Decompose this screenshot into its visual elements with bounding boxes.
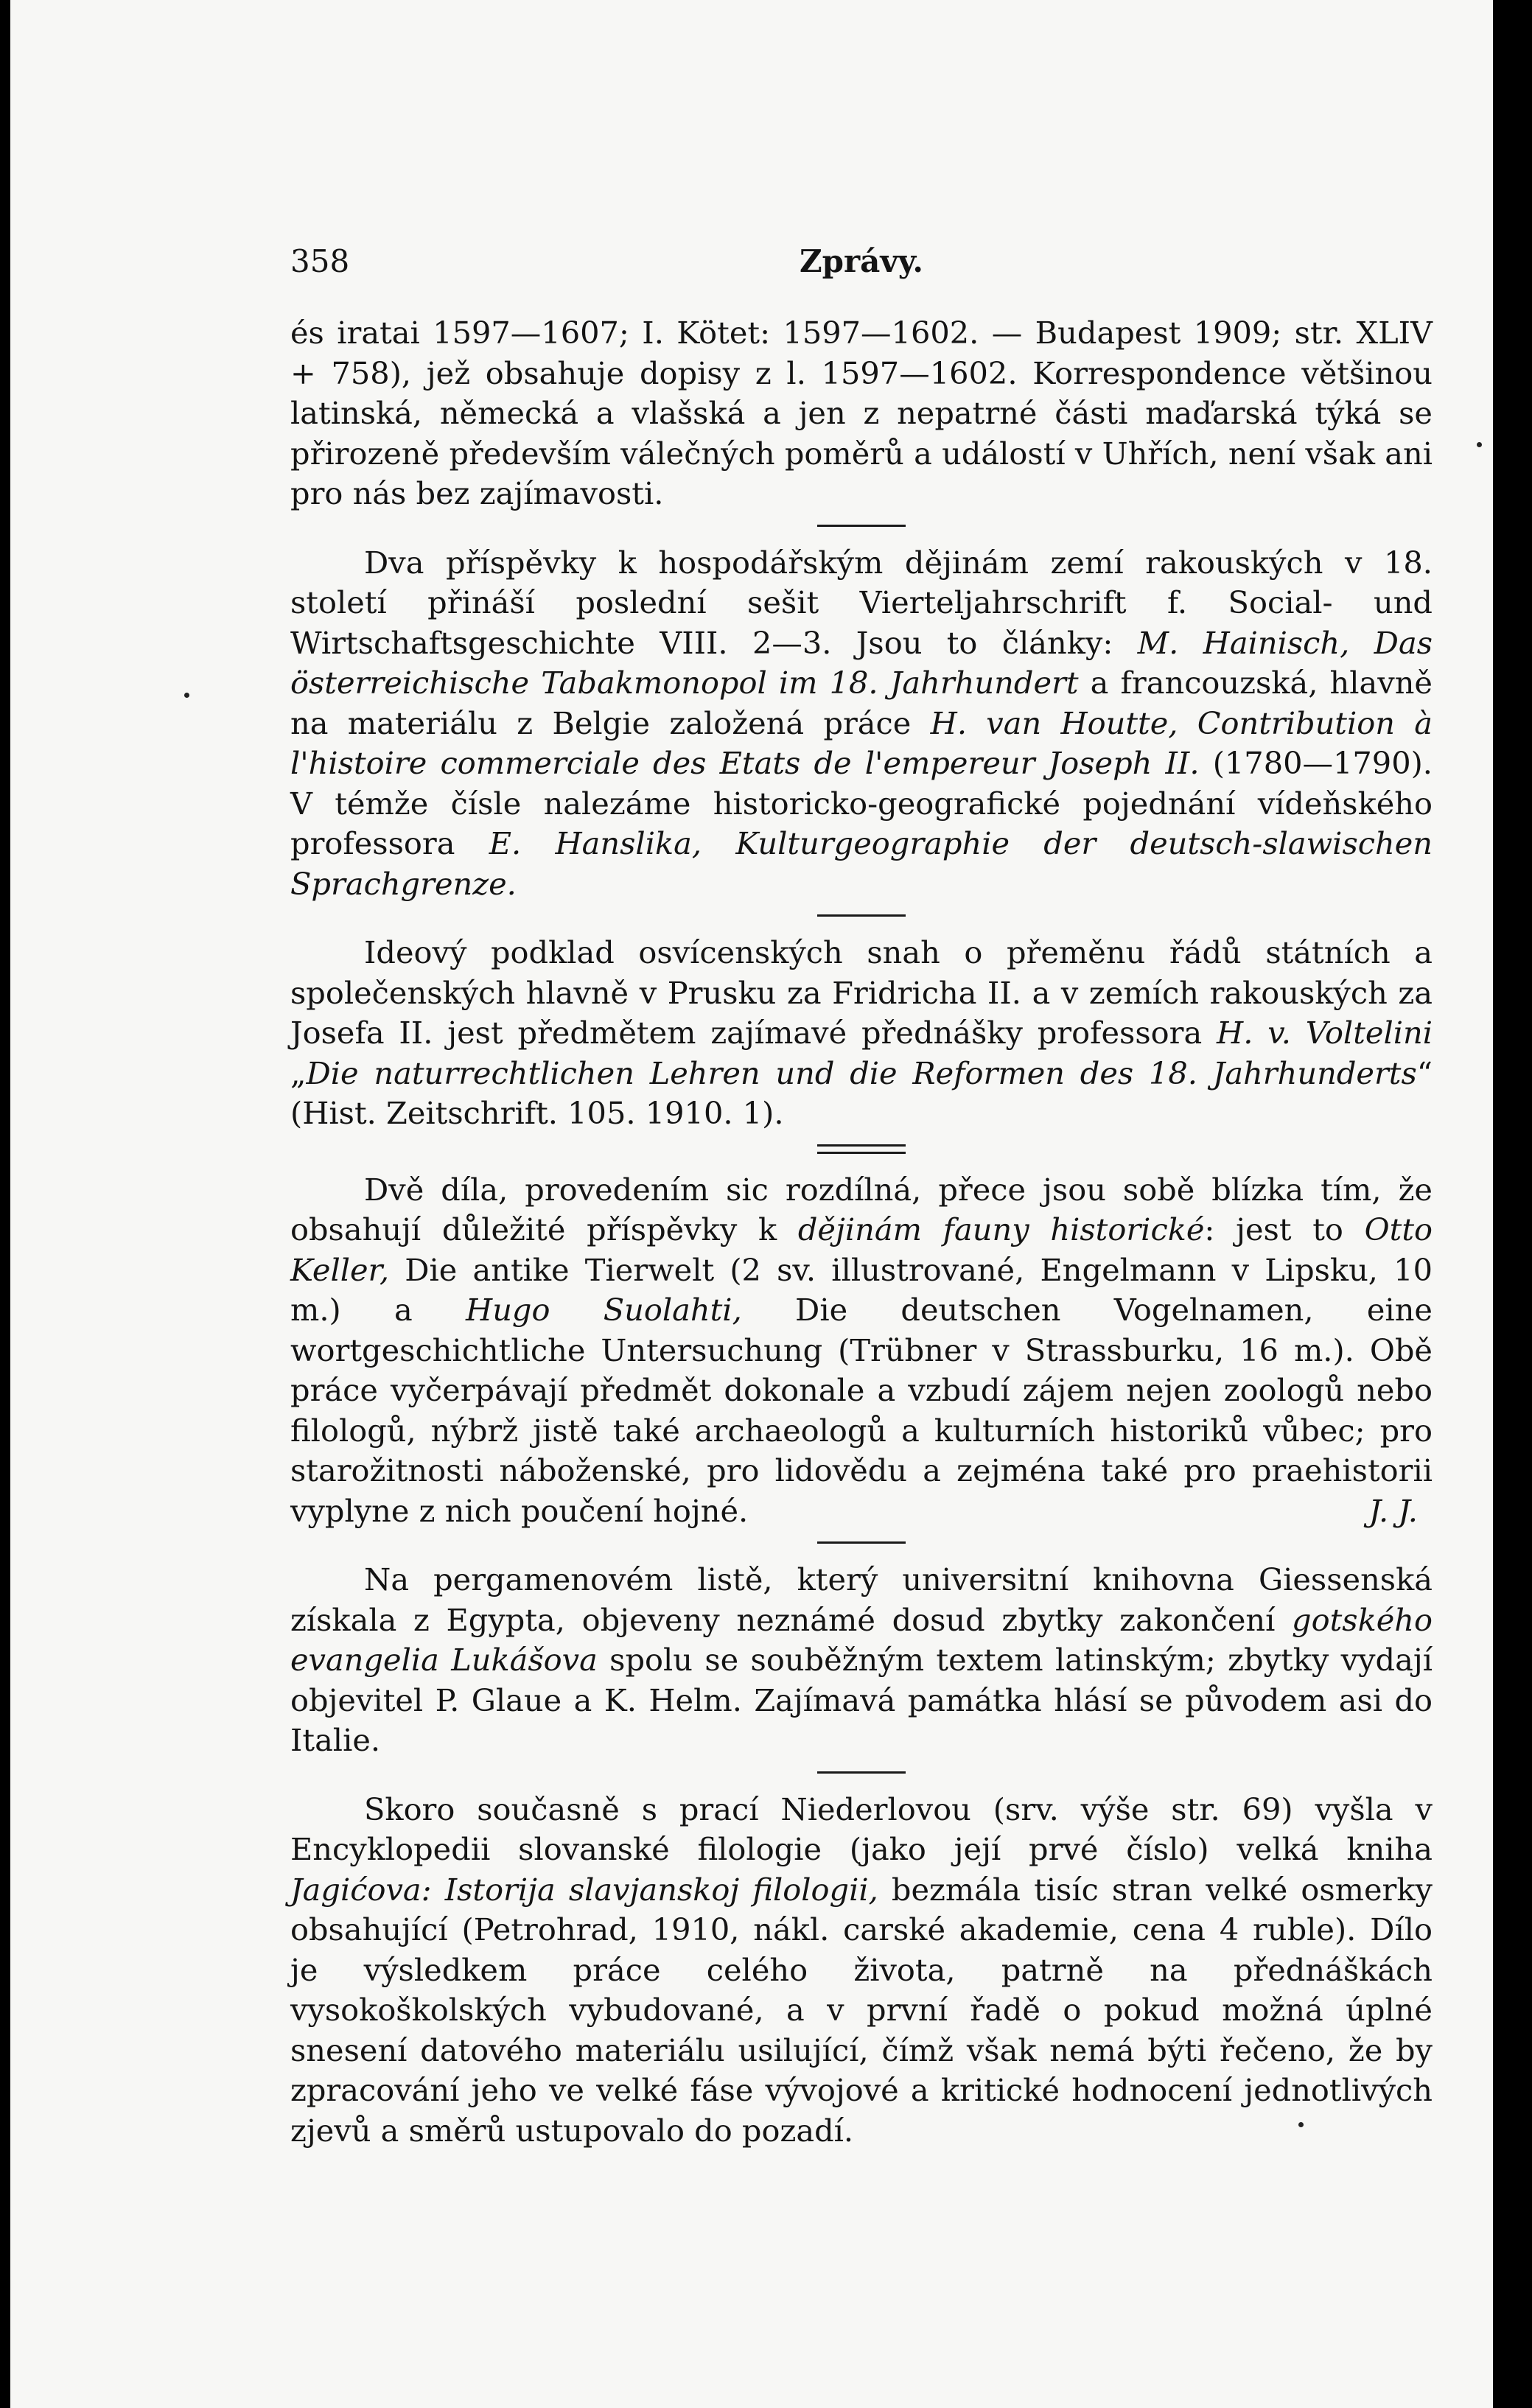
paragraph-2-text: (1780—1790). V témže čísle nalezáme historicko-geografické pojednání vídeňského professora [290,745,1433,861]
section-rule [817,1541,906,1544]
paragraph-1 [290,313,1433,514]
paragraph-2-text: Dva příspěvky k hospodářským dějinám zemí rakouských v 18. století přináší poslední sešit Vierteljahrschrift f. Social- und Wirtschaftsgeschichte VIII. 2—3. Jsou to články: [290,544,1433,661]
section-rule [817,914,906,917]
citation-van-houtte: H. van Houtte, Contribution à l'histoire commerciale des Etats de l'empereur Joseph II. [290,704,1433,781]
paragraph-4-text: Dvě díla, provedením sic rozdílná, přece jsou sobě blízka tím, že obsahují důležité příspěvky k [290,1171,1433,1247]
author-voltelini: H. v. Voltelini [1217,1015,1433,1051]
term-gothic-gospel: gotského evangelia Lukášova [290,1601,1433,1678]
page-number: 358 [290,243,350,279]
paragraph-4-text: Die deutschen Vogelnamen, eine wortgeschichtliche Untersuchung (Trübner v Strassburku, 16 m.). Obě práce vyčerpávají předmět dokonale a vzbudí zájem nejen zoologů nebo filologů, nýbrž jistě také archaeologů a kulturních historiků vůbec; pro starožitnosti náboženské, pro lidovědu a zejména také pro praehistorii vyplyne z nich poučení hojné. [290,1292,1433,1529]
term-fauny-historicke: dějinám fauny historické [797,1211,1205,1247]
author-keller: Otto Keller, [290,1211,1433,1288]
paragraph-2 [290,543,1433,905]
author-suolahti: Hugo Suolahti, [466,1292,742,1328]
paragraph-3-text: „ [290,1054,307,1091]
double-section-rule [817,1144,906,1154]
paragraph-1-text: és iratai 1597—1607; I. Kötet: 1597—1602. — Budapest 1909; str. XLIV + 758), jež obsahuje dopisy z l. 1597—1602. Korrespondence většinou latinská, německá a vlašská a jen z nepatrné části maďarská týká se přirozeně především válečných poměrů a událostí v Uhřích, není však ani pro nás bez zajímavosti. [290,315,1433,511]
page-body [290,313,1433,2151]
signature: J. J. [1368,1492,1418,1529]
paragraph-4 [290,1170,1433,1532]
paragraph-3-text: Ideový podklad osvícenských snah o přeměnu řádů státních a společenských hlavně v Prusku za Fridricha II. a v zemích rakouských za Josefa II. jest předmětem zajímavé přednášky professora [290,934,1433,1051]
paragraph-3 [290,933,1433,1134]
paragraph-5-text: spolu se souběžným textem latinským; zbytky vydají objevitel P. Glaue a K. Helm. Zajímavá památka hlásí se původem asi do Italie. [290,1642,1433,1758]
paragraph-3-text: “ (Hist. Zeitschrift. 105. 1910. 1). [290,1054,1433,1131]
print-speck [1298,2122,1304,2127]
book-page [10,0,1493,2408]
paragraph-2-text: a francouzská, hlavně na materiálu z Belgie založená práce [290,665,1433,741]
citation-hanslik: E. Hanslika, Kulturgeographie der deutsch-slawischen Sprachgrenze. [290,825,1433,902]
paragraph-5 [290,1560,1433,1761]
paragraph-4-text: : jest to [1204,1211,1365,1247]
paragraph-4-text: Die antike Tierwelt (2 sv. illustrované, Engelmann v Lipsku, 10 m.) a [290,1251,1433,1328]
paragraph-6-text: Skoro současně s prací Niederlovou (srv. výše str. 69) vyšla v Encyklopedii slovanské filologie (jako její prvé číslo) velká kniha [290,1791,1433,1867]
section-rule [817,1771,906,1774]
citation-jagic: Jagićova: Istorija slavjanskoj filologii, [290,1871,878,1908]
page-header [290,243,1433,287]
paragraph-6-text: bezmála tisíc stran velké osmerky obsahující (Petrohrad, 1910, nákl. carské akademie, cena 4 ruble). Dílo je výsledkem práce celého života, patrně na přednáškách vysokoškolských vybudované, a v první řadě o pokud možná úplné snesení datového materiálu usilující, čímž však nemá býti řečeno, že by zpracování jeho ve velké fáse vývojové a kritické hodnocení jednotlivých zjevů a směrů ustupovalo do pozadí. [290,1871,1433,2149]
citation-hainisch: M. Hainisch, Das österreichische Tabakmonopol im 18. Jahrhundert [290,624,1433,701]
paragraph-5-text: Na pergamenovém listě, který universitní knihovna Giessenská získala z Egypta, objeveny neznámé dosud zbytky zakončení [290,1561,1433,1638]
paragraph-6 [290,1790,1433,2152]
section-rule [817,525,906,527]
running-title: Zprávy. [800,243,923,279]
citation-voltelini: Die naturrechtlichen Lehren und die Reformen des 18. Jahrhunderts [306,1054,1417,1091]
print-speck [184,693,189,698]
print-speck [1477,442,1482,447]
